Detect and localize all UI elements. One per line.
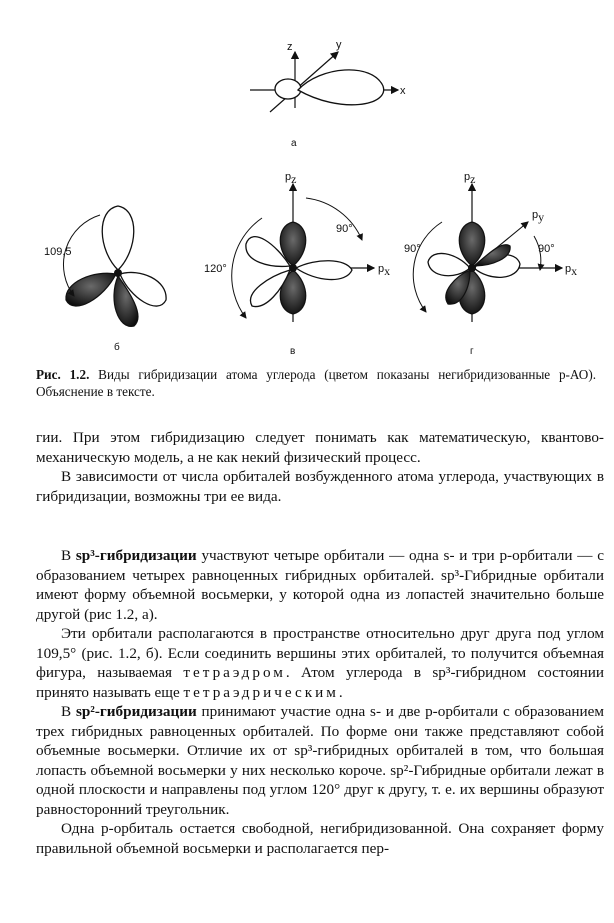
paragraph-tetrahedron: Эти орбитали располагаются в пространстве относительно друг друга под углом 109,5° (рис. 1.2, б). Если соединить вершины этих орбиталей, то получится объемная фигура, называемая тетраэдром. Атом углерода в sp³-гибридном состоянии принято называть еще тетраэдрическим. (36, 625, 604, 701)
axis-x-label: x (400, 85, 406, 97)
hybridization-figure (0, 0, 614, 360)
angle-label-v-90: 90° (336, 223, 353, 235)
caption-text: Виды гибридизации атома углерода (цветом показаны негибридизованные p-АО). Объяснение в тексте. (36, 367, 597, 399)
orbital-b (44, 206, 166, 353)
paragraph-sp2: В sp²-гибридизации принимают участие одна s- и две p-орбитали с образованием трех гибридных равноценных орбиталей. По форме они также представляют собой объемные восьмерки. Отличие их от sp³-гибридных орбиталей в том, что большая лопасть объемной восьмерки у них несколько короче. sp²-Гибридные орбитали лежат в одной плоскости и направлены под углом 120° друг к другу, т. е. их вершины образуют равносторонний треугольник. (36, 703, 604, 818)
orbital-a (250, 39, 406, 149)
paragraph-continuation: гии. При этом гибридизацию следует понимать как математическую, квантово-механическую модель, а не как некий физический процесс. (36, 429, 604, 466)
term-sp3: sp³-гибридизации (75, 547, 197, 564)
pz-label-v: pz (285, 171, 297, 186)
figure-caption (36, 366, 596, 400)
body-text-block-1 (36, 428, 604, 506)
orbital-v (204, 171, 390, 357)
term-sp2: sp²-гибридизации (75, 703, 197, 720)
paragraph-free-p-orbital: Одна p-орбиталь остается свободной, негибридизованной. Она сохраняет форму правильной объемной восьмерки и располагается пер- (36, 820, 604, 857)
body-text-block-2 (36, 546, 604, 858)
sublabel-g: г (470, 346, 474, 357)
axis-z-label: z (287, 41, 293, 53)
angle-label-v-120: 120° (204, 263, 227, 275)
term-tetrahedron: тетраэдром (183, 664, 286, 681)
px-label-v: px (378, 263, 391, 278)
paragraph-sp3: В sp³-гибридизации участвуют четыре орбитали — одна s- и три p-орбитали — с образованием четырех равноценных гибридных орбиталей. sp³-Гибридные орбитали имеют форму объемной восьмерки, у которой одна из лопастей значительно больше другой (рис 1.2, а). (36, 547, 604, 623)
px-label-g: px (565, 263, 578, 278)
caption-label: Рис. 1.2. (36, 367, 90, 382)
sublabel-a: а (291, 138, 297, 149)
sublabel-b: б (114, 342, 120, 353)
paragraph-hybridization-types: В зависимости от числа орбиталей возбужденного атома углерода, участвующих в гибридизации, возможны три ее вида. (36, 468, 604, 505)
orbital-g (404, 171, 577, 357)
sublabel-v: в (290, 346, 296, 357)
term-tetrahedral: тетраэдрическим (183, 683, 339, 701)
angle-label-b: 109,5 (44, 246, 72, 258)
angle-label-g-90-right: 90° (538, 243, 555, 255)
axis-y-label: y (336, 39, 342, 51)
angle-label-g-90-left: 90° (404, 243, 421, 255)
py-label-g: py (532, 209, 545, 224)
pz-label-g: pz (464, 171, 476, 186)
